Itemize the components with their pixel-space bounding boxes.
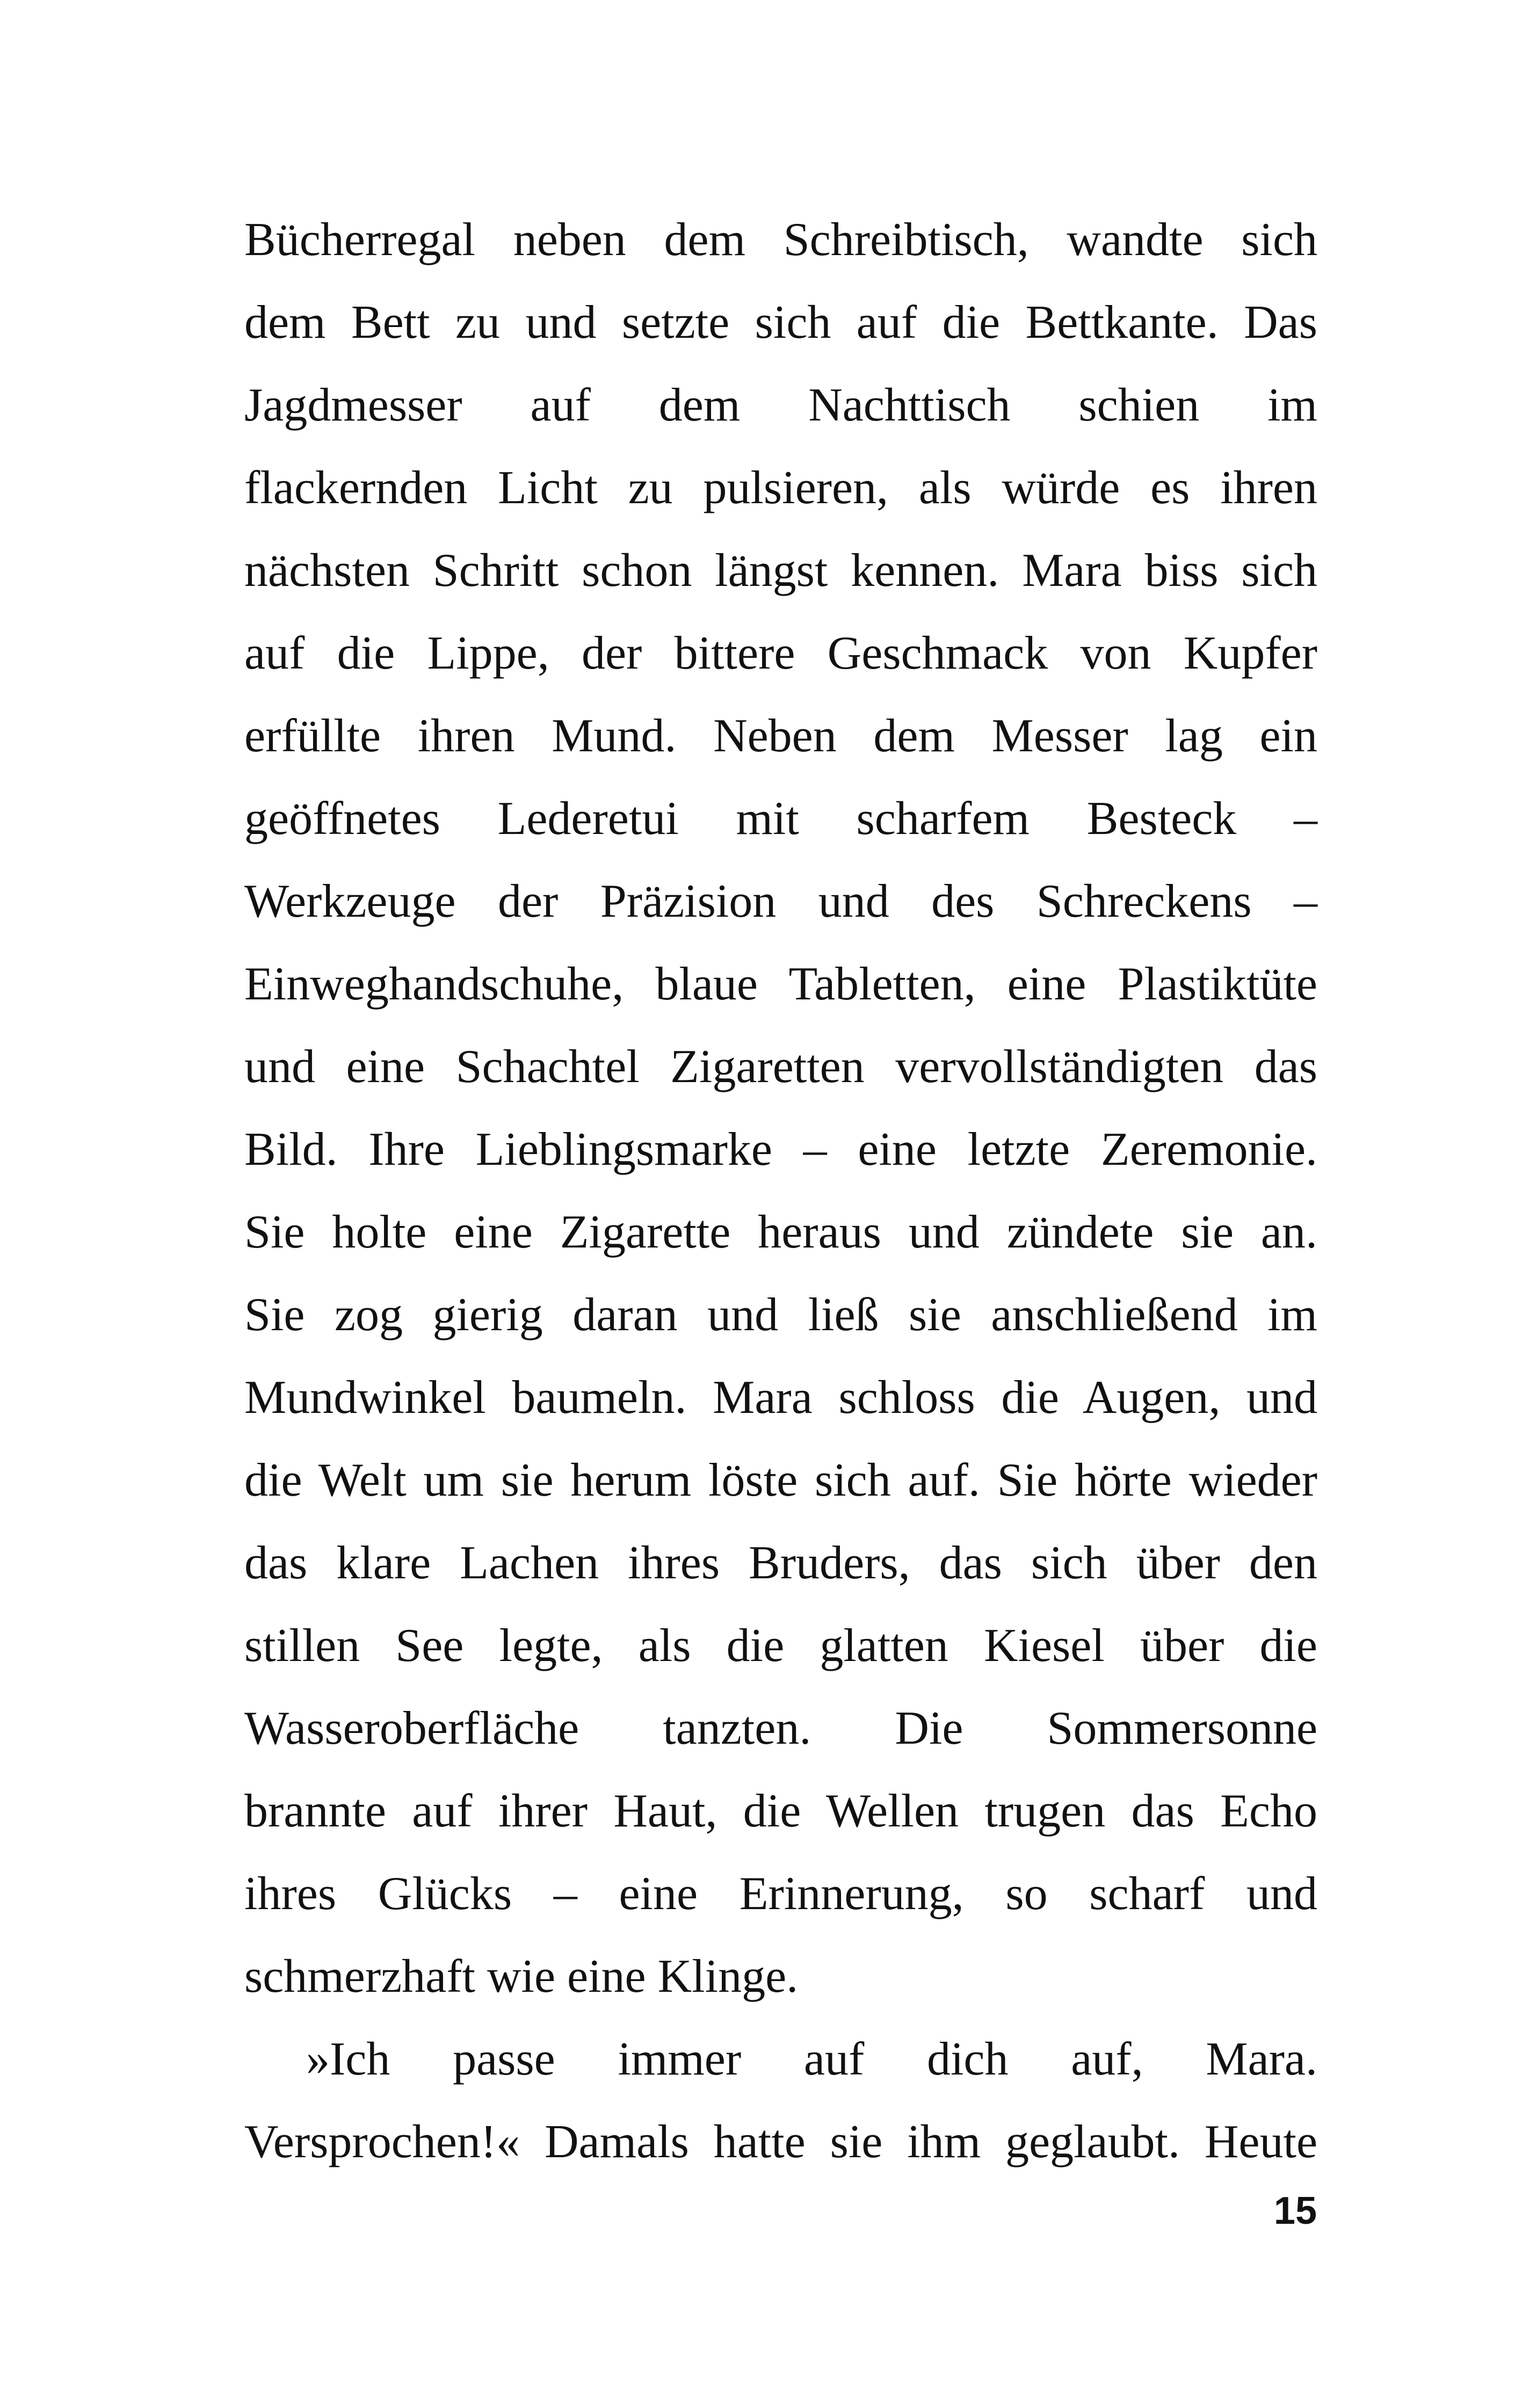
text-line: erfüllte ihren Mund. Neben dem Messer lag ein xyxy=(244,710,1317,762)
text-line: brannte auf ihrer Haut, die Wellen trugen das Echo xyxy=(244,1785,1317,1837)
text-line: Versprochen!« Damals hatte sie ihm geglaubt. Heute xyxy=(244,2116,1317,2168)
text-line: das klare Lachen ihres Bruders, das sich über den xyxy=(244,1537,1317,1589)
text-line: nächsten Schritt schon längst kennen. Mara biss sich xyxy=(244,545,1317,597)
body-text xyxy=(244,199,1317,2184)
text-line: dem Bett zu und setzte sich auf die Bettkante. Das xyxy=(244,296,1317,349)
text-line: stillen See legte, als die glatten Kiesel über die xyxy=(244,1620,1317,1672)
text-line: Mundwinkel baumeln. Mara schloss die Augen, und xyxy=(244,1372,1317,1424)
text-line: Jagdmesser auf dem Nachttisch schien im xyxy=(244,379,1317,431)
text-line: Bild. Ihre Lieblingsmarke – eine letzte Zeremonie. xyxy=(244,1123,1317,1176)
page-number: 15 xyxy=(1273,2189,1317,2232)
text-line: geöffnetes Lederetui mit scharfem Besteck – xyxy=(244,793,1317,845)
text-line: und eine Schachtel Zigaretten vervollständigten das xyxy=(244,1041,1317,1093)
text-line: »Ich passe immer auf dich auf, Mara. xyxy=(306,2033,1317,2085)
paragraph-2 xyxy=(244,2018,1317,2184)
text-line: flackernden Licht zu pulsieren, als würde es ihren xyxy=(244,462,1317,514)
text-line: Werkzeuge der Präzision und des Schreckens – xyxy=(244,875,1317,927)
text-line: ihres Glücks – eine Erinnerung, so scharf und xyxy=(244,1868,1317,1920)
text-line: Sie zog gierig daran und ließ sie anschließend im xyxy=(244,1289,1317,1341)
paragraph-1 xyxy=(244,199,1317,2018)
text-line: Bücherregal neben dem Schreibtisch, wandte sich xyxy=(244,214,1317,266)
text-line: auf die Lippe, der bittere Geschmack von Kupfer xyxy=(244,627,1317,679)
text-line: Einweghandschuhe, blaue Tabletten, eine Plastiktüte xyxy=(244,958,1317,1010)
text-line: die Welt um sie herum löste sich auf. Sie hörte wieder xyxy=(244,1454,1317,1506)
text-line: Wasseroberfläche tanzten. Die Sommersonne xyxy=(244,1702,1317,1754)
text-line: Sie holte eine Zigarette heraus und zündete sie an. xyxy=(244,1206,1317,1258)
text-line: schmerzhaft wie eine Klinge. xyxy=(244,1950,799,2003)
